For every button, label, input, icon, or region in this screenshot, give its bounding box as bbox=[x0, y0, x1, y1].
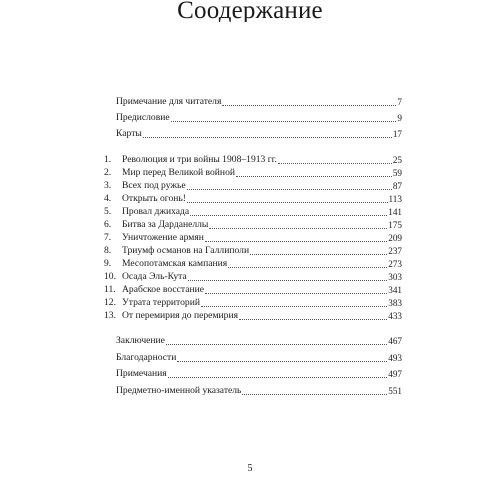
page-number: 5 bbox=[247, 463, 253, 474]
toc-label: Заключение bbox=[116, 335, 165, 346]
toc-page-number: 237 bbox=[388, 246, 402, 256]
toc-label: Предметно-именной указатель bbox=[116, 385, 242, 396]
toc-label: Месопотамская кампания bbox=[122, 258, 228, 269]
toc-entry-chapter-4 bbox=[104, 191, 402, 205]
toc-chapter-number: 2. bbox=[104, 167, 112, 178]
dot-leader bbox=[228, 266, 387, 268]
toc-entry-chapter-6 bbox=[104, 217, 402, 231]
toc-page-number: 7 bbox=[397, 97, 402, 107]
dot-leader bbox=[250, 253, 387, 255]
toc-chapter-number: 5. bbox=[104, 206, 112, 217]
dot-leader bbox=[201, 305, 387, 307]
toc-label: Примечание для читателя bbox=[116, 96, 222, 107]
dot-leader bbox=[143, 136, 392, 138]
toc-label: Открыть огонь! bbox=[122, 193, 186, 204]
dot-leader bbox=[209, 227, 387, 229]
dot-leader bbox=[242, 393, 387, 395]
dot-leader bbox=[188, 279, 388, 281]
toc-entry-back-2 bbox=[116, 350, 402, 364]
page-title: Соодержание bbox=[177, 0, 323, 22]
toc-label: Примечания bbox=[116, 368, 167, 379]
toc-label: Провал джихада bbox=[122, 206, 190, 217]
toc-chapter-number: 10. bbox=[104, 271, 116, 282]
toc-page-number: 59 bbox=[392, 168, 402, 178]
dot-leader bbox=[166, 343, 387, 345]
toc-page-number: 25 bbox=[392, 155, 402, 165]
toc-entry-chapter-10 bbox=[104, 269, 402, 283]
toc-label: Уничтожение армян bbox=[122, 232, 204, 243]
toc-page-number: 273 bbox=[388, 259, 402, 269]
toc-page-number: 17 bbox=[392, 129, 402, 139]
toc-label: Карты bbox=[116, 128, 142, 139]
toc-page-number: 303 bbox=[388, 272, 402, 282]
toc-label: Предисловие bbox=[116, 112, 170, 123]
dot-leader bbox=[171, 120, 397, 122]
toc-entry-chapter-7 bbox=[104, 230, 402, 244]
toc-page-number: 383 bbox=[388, 298, 402, 308]
toc-chapter-number: 12. bbox=[104, 297, 116, 308]
toc-entry-chapter-11 bbox=[104, 282, 402, 296]
dot-leader bbox=[187, 188, 392, 190]
toc-chapter-number: 9. bbox=[104, 258, 112, 269]
toc-label: Всех под ружье bbox=[122, 180, 186, 191]
toc-page-number: 433 bbox=[388, 311, 402, 321]
toc-entry-chapter-1 bbox=[104, 152, 402, 166]
toc-page-number: 175 bbox=[388, 220, 402, 230]
toc-entry-chapter-3 bbox=[104, 178, 402, 192]
toc-page-number: 209 bbox=[388, 233, 402, 243]
toc-entry-chapter-2 bbox=[104, 165, 402, 179]
dot-leader bbox=[187, 201, 388, 203]
toc-page-number: 87 bbox=[392, 181, 402, 191]
toc-page-number: 9 bbox=[397, 113, 402, 123]
toc-label: Революция и три войны 1908–1913 гг. bbox=[122, 154, 277, 165]
toc-chapter-number: 6. bbox=[104, 219, 112, 230]
toc-entry-chapter-13 bbox=[104, 308, 402, 322]
toc-entry-back-3 bbox=[116, 366, 402, 380]
toc-entry-chapter-12 bbox=[104, 295, 402, 309]
toc-chapter-number: 11. bbox=[104, 284, 116, 295]
toc-page-number: 113 bbox=[388, 194, 402, 204]
toc-entry-front-3 bbox=[116, 126, 402, 140]
toc-label: Битва за Дарданеллы bbox=[122, 219, 209, 230]
dot-leader bbox=[205, 292, 387, 294]
toc-entry-chapter-5 bbox=[104, 204, 402, 218]
toc-page-number: 341 bbox=[388, 285, 402, 295]
dot-leader bbox=[177, 360, 387, 362]
toc-entry-chapter-9 bbox=[104, 256, 402, 270]
toc-label: Благодарности bbox=[116, 352, 177, 363]
toc-chapter-number: 4. bbox=[104, 193, 112, 204]
toc-entry-chapter-8 bbox=[104, 243, 402, 257]
toc-label: Осада Эль-Кута bbox=[122, 271, 187, 282]
toc-label: Утрата территорий bbox=[122, 297, 200, 308]
toc-page-number: 497 bbox=[388, 369, 402, 379]
toc-chapter-number: 7. bbox=[104, 232, 112, 243]
dot-leader bbox=[190, 214, 387, 216]
dot-leader bbox=[239, 318, 387, 320]
dot-leader bbox=[236, 175, 392, 177]
toc-label: Арабское восстание bbox=[122, 284, 204, 295]
toc-entry-back-1 bbox=[116, 333, 402, 347]
toc-chapter-number: 8. bbox=[104, 245, 112, 256]
toc-page-number: 551 bbox=[388, 386, 402, 396]
toc-entry-back-4 bbox=[116, 383, 402, 397]
toc-label: От перемирия до перемирия bbox=[122, 310, 238, 321]
dot-leader bbox=[168, 376, 388, 378]
toc-page-number: 493 bbox=[388, 353, 402, 363]
toc-entry-front-2 bbox=[116, 110, 402, 124]
toc-label: Триумф османов на Галлиполи bbox=[122, 245, 250, 256]
toc-chapter-number: 3. bbox=[104, 180, 112, 191]
toc-page-number: 467 bbox=[388, 336, 402, 346]
dot-leader bbox=[278, 162, 392, 164]
toc-page-number: 141 bbox=[388, 207, 402, 217]
toc-label: Мир перед Великой войной bbox=[122, 167, 236, 178]
dot-leader bbox=[205, 240, 387, 242]
toc-chapter-number: 1. bbox=[104, 154, 112, 165]
dot-leader bbox=[222, 104, 396, 106]
toc-chapter-number: 13. bbox=[104, 310, 116, 321]
toc-entry-front-1 bbox=[116, 94, 402, 108]
